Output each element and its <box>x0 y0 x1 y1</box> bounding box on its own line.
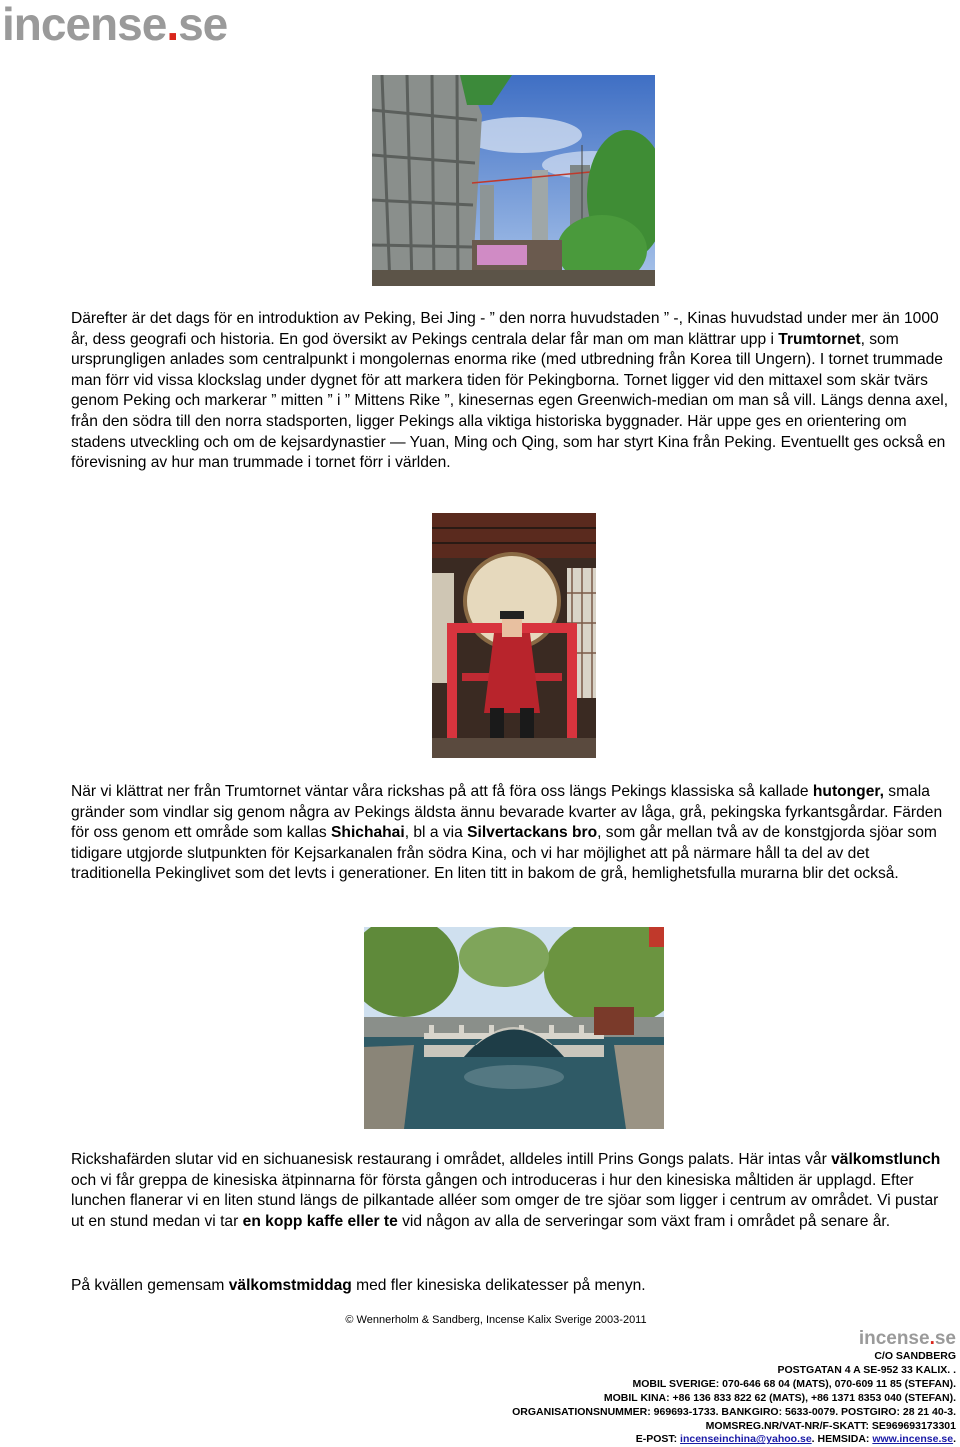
bold-run: välkomstmiddag <box>228 1277 352 1294</box>
footer-line: MOBIL SVERIGE: 070-646 68 04 (MATS), 070-609 11 85 (STEFAN). <box>632 1377 956 1390</box>
footer-contact-line <box>356 1433 956 1447</box>
text-run: När vi klättrat ner från Trumtornet väntar våra rickshas på att få föra oss längs Pekings klassiska så kallade <box>71 783 813 800</box>
lunch-paragraph <box>71 1150 951 1232</box>
brand-dot: . <box>166 0 179 50</box>
intro-paragraph <box>71 309 951 474</box>
silver-ingot-bridge-photo <box>364 927 664 1129</box>
footer-end: . <box>953 1433 956 1446</box>
bold-run: välkomstlunch <box>831 1151 941 1168</box>
text-run: vid någon av alla de serveringar som växt fram i området på senare år. <box>397 1212 891 1230</box>
hutong-paragraph <box>71 782 951 885</box>
text-run: smala gränder som vindlar sig genom några av Pekings äldsta ännu bevarade kvarter av låga, grå, pekingska fyrkantsgårdar. Färden för oss genom ett område som kallas <box>71 783 943 842</box>
brand-tld: se <box>934 1328 956 1349</box>
website-link[interactable]: www.incense.se <box>872 1433 954 1446</box>
text-run: och vi får greppa de kinesiska ätpinnarna för första gången och introduceras i hur den kinesiska måltiden är upplagd. Efter lunchen flanerar vi en liten stund längs de pilkantade alléer som omger de tre sjöar som ligger i centrum av området. Vi pustar ut en stund medan vi tar <box>71 1171 939 1230</box>
footer-contact <box>356 1328 956 1447</box>
footer-line: MOBIL KINA: +86 136 833 822 62 (MATS), +86 1371 8353 040 (STEFAN). <box>603 1391 956 1404</box>
bold-run: hutonger, <box>812 783 884 800</box>
text-run: , som går mellan två av de konstgjorda sjöar som tidigare utgjorde slutpunkten för Kejsarkanalen från södra Kina, och vi har möjlighet att på närmare håll ta del av det traditionella Pekinglivet som det levts i generationer. En liten titt in bakom de grå, hemlighetsfulla murarna blir det också. <box>71 824 937 883</box>
bold-run: en kopp kaffe eller te <box>242 1212 398 1230</box>
bold-run: Trumtornet <box>778 330 861 348</box>
brand-name: incense <box>2 0 167 50</box>
footer-line: C/O SANDBERG <box>874 1350 956 1362</box>
text-run: Rickshafärden slutar vid en sichuanesisk restaurang i området, alldeles intill Prins Gongs palats. Här intas vår <box>71 1151 832 1168</box>
text-run: , bl a via <box>404 824 468 842</box>
footer-logo <box>356 1328 956 1350</box>
brand-logo <box>2 0 227 52</box>
drum-tower-photo <box>432 513 596 758</box>
bold-run: Shichahai <box>331 824 405 842</box>
brand-tld: se <box>178 0 228 50</box>
footer-line: MOMSREG.NR/VAT-NR/F-SKATT: SE969693173301 <box>705 1419 956 1432</box>
web-label: . HEMSIDA: <box>811 1433 873 1446</box>
email-link[interactable]: incenseinchina@yahoo.se <box>680 1433 812 1446</box>
text-run: Därefter är det dags för en introduktion av Peking, Bei Jing - ” den norra huvudstaden ” -, Kinas huvudstad under mer än 1000 år, dess geografi och historia. En god översikt av Pekings centrala delar får man om man klättrar upp i <box>71 310 939 348</box>
footer-line: ORGANISATIONSNUMMER: 969693-1733. BANKGIRO: 5633-0079. POSTGIRO: 28 21 40-3. <box>512 1405 956 1418</box>
brand-name: incense <box>858 1328 930 1349</box>
construction-photo <box>372 75 655 286</box>
brand-dot: . <box>929 1328 935 1349</box>
text-run: På kvällen gemensam <box>71 1277 229 1294</box>
email-label: E-POST: <box>635 1433 681 1446</box>
dinner-paragraph <box>71 1276 951 1297</box>
bold-run: Silvertackans bro <box>467 824 598 842</box>
footer-line: POSTGATAN 4 A SE-952 33 KALIX. . <box>777 1363 956 1376</box>
copyright-notice: © Wennerholm & Sandberg, Incense Kalix Sverige 2003-2011 <box>345 1314 647 1326</box>
text-run: med fler kinesiska delikatesser på menyn. <box>351 1277 646 1294</box>
text-run: , som ursprungligen anlades som centralpunkt i mongolernas enorma rike (med utbredning från Korea till Ungern). I tornet trummade man förr vid vissa klockslag under dygnet för att markera tiden för Pekingborna. Tornet ligger vid den mittaxel som skär tvärs genom Peking och markerar ” mitten ” i ” Mittens Rike ”, kinesernas egen Greenwich-median om man så vill. Längs denna axel, från den södra till den norra stadsporten, ligger Pekings alla viktiga historiska byggnader. Här uppe ges en orientering om stadens utveckling och om de kejsardynastier — Yuan, Ming och Qing, som har styrt Kina från Peking. Eventuellt ges också en förevisning av hur man trummade i tornet förr i världen. <box>71 330 949 472</box>
